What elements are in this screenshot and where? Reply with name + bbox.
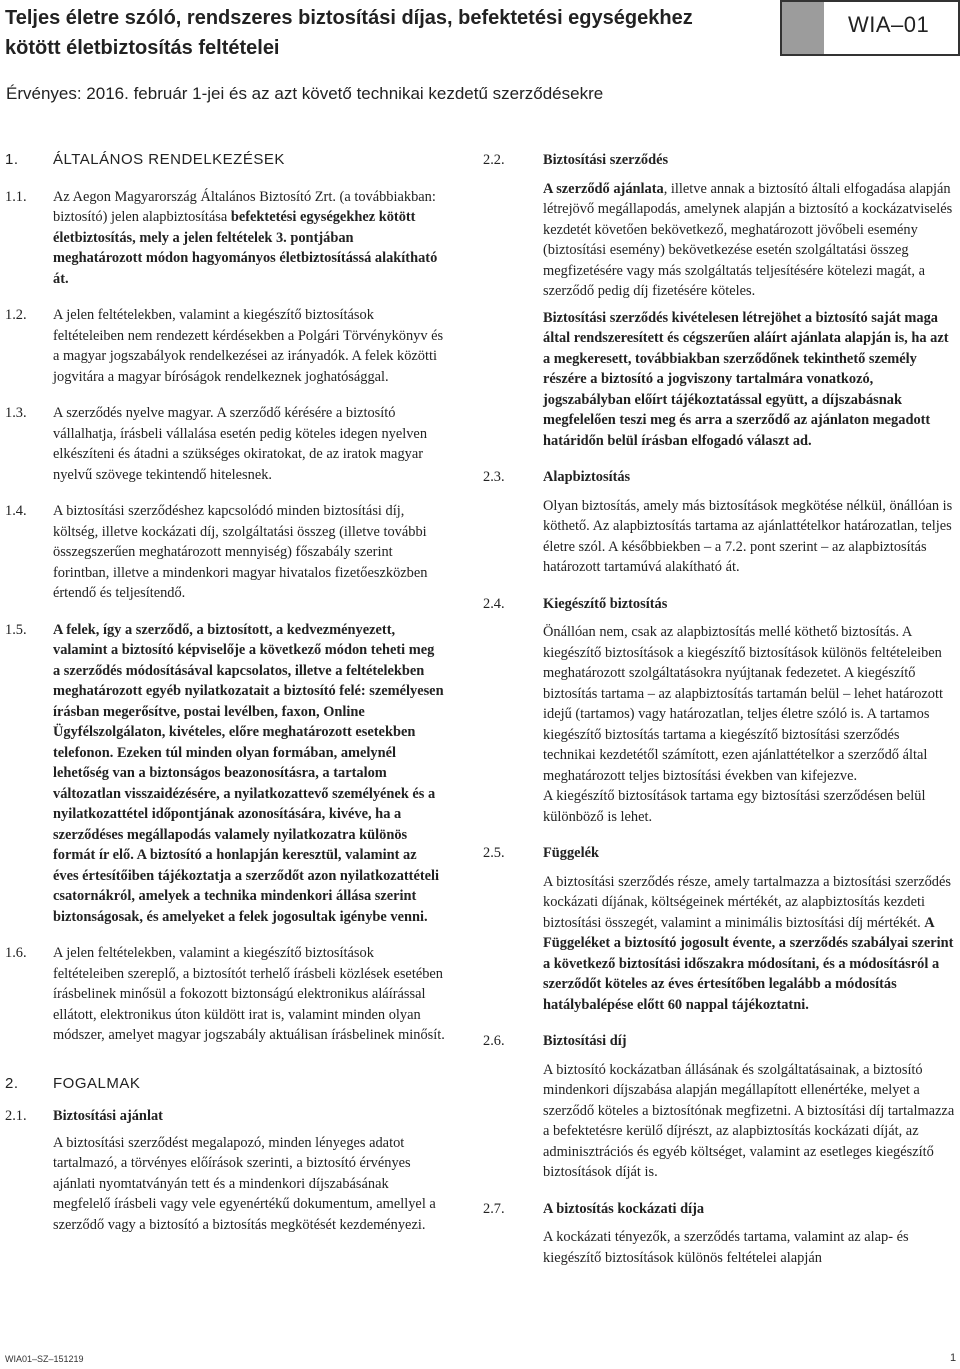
paragraph-text: Olyan biztosítás, amely más biztosítások megkötése nélkül, önállóan is köthető. Az alapbiztosítás tartama az ajánlattételkor határozatlan, teljes életre szól. A későbbiekben – a 7.2. pont szerint – az alapbiztosítás határozott tartamúvá alakítható át. [543,497,953,575]
section-1-heading [5,150,445,171]
paragraph-2-6-body [483,1060,955,1183]
paragraph-1-4 [5,501,445,604]
paragraph-2-3-heading [483,467,955,488]
paragraph-title: Függelék [543,845,599,861]
paragraph-2-1-heading [5,1106,445,1127]
paragraph-number: 1.6. [5,945,27,961]
paragraph-2-7-body [483,1227,955,1268]
paragraph-number: 2.3. [483,469,505,485]
paragraph-2-4-heading [483,594,955,615]
paragraph-title: Kiegészítő biztosítás [543,595,668,612]
section-2-number: 2. [5,1074,19,1092]
paragraph-title: Biztosítási szerződés [543,152,669,168]
right-column [483,150,955,1284]
paragraph-number: 2.5. [483,845,505,861]
document-title: Teljes életre szóló, rendszeres biztosítási díjas, befektetési egységekhez kötött életbiztosítás feltételei [5,7,693,59]
paragraph-2-5-body [483,872,955,1016]
paragraph-1-1 [5,187,445,290]
paragraph-text: A szerződés nyelve magyar. A szerződő kérésére a biztosító vállalhatja, írásbeli vállalása esetén pedig köteles idegen nyelven elkészíteni és átadni a szükséges okiratokat, de az iratok magyar nyelvű szövege tekintendő hitelesnek. [53,405,428,483]
paragraph-title: Biztosítási ajánlat [53,1108,163,1124]
paragraph-text: A jelen feltételekben, valamint a kiegészítő biztosítások feltételeiben szereplő, a biztosítót terhelő írásbeli közlések esetében írásbelinek minősül a fokozott biztonságú elektronikus aláírással ellátott, elektronikus úton küldött irat is, valamint minden olyan módszer, amelyet magyar jogszabály aktuálisan írásbelinek minősít. [53,945,445,1043]
paragraph-number: 1.2. [5,307,27,323]
paragraph-text: A biztosító kockázatban állásának és szolgáltatásainak, a biztosító mindenkori díjszabása alapján megállapított ellenértéke, melyet a szerződő köteles a biztosítónak megfizetni. A biztosítási díj tartalmazza a befektetésre kerülő díjrészt, az alapbiztosítás kockázati díját, az adminisztrációs és egyéb költséget, valamint az esetleges kiegészítő biztosítások díját is. [543,1061,955,1180]
paragraph-number: 1.3. [5,405,27,421]
section-2-title: FOGALMAK [53,1074,141,1092]
paragraph-2-6-heading [483,1031,955,1052]
paragraph-text: A kockázati tényezők, a szerződés tartama, valamint az alap- és kiegészítő biztosítások különös feltételei alapján [543,1229,909,1266]
paragraph-bold-text: befektetési egységekhez kötött életbiztosítás, mely a jelen feltételek 3. pontjában meghatározott módon hagyományos életbiztosítássá alakítható át. [53,209,438,287]
paragraph-2-2-body [483,179,955,452]
paragraph-1-6 [5,943,445,1046]
validity-line: Érvényes: 2016. február 1-jei és az azt követő technikai kezdetű szerződésekre [6,84,604,103]
paragraph-text: A biztosítási szerződés része, amely tartalmazza a biztosítási szerződés kockázati díjának, költségeinek mértékét, az alapbiztosítás kezdeti biztosítási összegét, valamint a minimális biztosítási díj mértékét. [543,873,951,931]
paragraph-number: 2.6. [483,1033,505,1049]
paragraph-number: 1.4. [5,503,27,519]
document-code: WIA–01 [848,12,930,37]
paragraph-title: Biztosítási díj [543,1033,627,1049]
paragraph-1-3 [5,403,445,485]
page-number: 1 [950,1352,957,1364]
paragraph-bold-text: A szerződő ajánlata [543,180,664,197]
paragraph-text: Önállóan nem, csak az alapbiztosítás mellé köthető biztosítás. A kiegészítő biztosítások a kiegészítő biztosítások különös feltételeiben meghatározott szolgáltatásokra nyújtanak fedezetet. A kiegészítő biztosítás tartama – az alapbiztosítás tartamán belül – lehet határozott idejű (tartamos) vagy határozatlan, teljes életre szóló is. A tartamos kiegészítő biztosítás tartama a kiegészítő biztosítási szerződés technikai kezdetétől számított, ezen ajánlattételkor a szerződő által meghatározott teljes biztosítási években van kifejezve. [543,624,943,784]
paragraph-2-2-heading [483,150,955,171]
paragraph-number: 2.2. [483,152,505,168]
paragraph-1-5 [5,620,445,928]
paragraph-2-4-body [483,622,955,827]
paragraph-number: 2.4. [483,595,505,612]
section-2-heading [5,1074,445,1095]
paragraph-number: 1.1. [5,188,27,205]
paragraph-number: 2.7. [483,1200,505,1217]
paragraph-text: Az Aegon Magyarország Általános Biztosító Zrt. (a továbbiakban: biztosító) jelen alapbiztosítása [53,188,436,225]
paragraph-1-2 [5,305,445,387]
paragraph-title: Alapbiztosítás [543,469,631,485]
paragraph-bold-text: A Függeléket a biztosító jogosult évente, a szerződés szabályai szerint a következő biztosítási időszakra módosítani, és a módosításról a szerződőt köteles az éves értesítőben legalább a módosítás hatálybalépése előtt 60 nappal tájékoztatni. [543,914,954,1013]
paragraph-number: 1.5. [5,621,27,638]
paragraph-bold-text: Biztosítási szerződés kivételesen létrejöhet a biztosító saját maga által rendszeresített és cégszerűen aláírt ajánlata alapján is, ha azt a megkeresett, továbbiakban szerződőnek tekinthető személy részére a biztosító a jogviszony tartalmára vonatkozó, jogszabályban előírt tájékoztatással együtt, a díjszabásnak megfelelően teszi meg és arra a szerződő az ajánlaton megadott határidőn belül írásban elfogadó választ ad. [543,309,949,449]
document-code-box [780,0,960,56]
paragraph-2-1-text: A biztosítási szerződést megalapozó, minden lényeges adatot tartalmazó, a törvényes előírások szerinti, a biztosító érvényes ajánlati nyomtatványán tett és a mindenkori díjszabásának megfelelő írásbeli vagy vele egyenértékű dokumentum, amellyel a szerződő vagy a biztosító a biztosítás megkötését kezdeményezi. [53,1134,436,1233]
paragraph-text: A jelen feltételekben, valamint a kiegészítő biztosítások feltételeiben nem rendezett kérdésekben a Polgári Törvénykönyv és a magyar jogszabályok rendelkezései az irányadók. A felek közötti jogvitára a magyar bíróságok rendelkeznek joghatósággal. [53,307,444,385]
section-1-title: ÁLTALÁNOS RENDELKEZÉSEK [53,151,285,168]
paragraph-text: A biztosítási szerződéshez kapcsolódó minden biztosítási díj, költség, illetve kockázati díj, szolgáltatási összeg (illetve további összegszerűen meghatározott mennyiség) főszabály szerint forintban, illetve a mindenkori magyar hivatalos fizetőeszközben értendő és teljesítendő. [53,503,428,601]
paragraph-text: , illetve annak a biztosító általi elfogadása alapján létrejövő megállapodás, amelynek alapján a biztosító a kockázatviselés kezdetét követően bekövetkező, meghatározott jövőbeli esemény (biztosítási esemény) bekövetkezése esetén szolgáltatási összeg megfizetésére vagy más szolgáltatás teljesítésére kötelezi magát, a szerződő pedig díj fizetésére köteles. [543,180,953,299]
paragraph-2-5-heading [483,843,955,864]
paragraph-title: A biztosítás kockázati díja [543,1200,705,1217]
paragraph-text: A kiegészítő biztosítások tartama egy biztosítási szerződésen belül különböző is lehet. [543,788,926,825]
paragraph-bold-text: A felek, így a szerződő, a biztosított, a kedvezményezett, valamint a biztosító képviselője a következő módon teheti meg a szerződés módosításával kapcsolatos, illetve a feltételekben meghatározott egyéb nyilatkozatait a biztosító felé: személyesen írásban megerősítve, postai levélben, faxon, Online Ügyfélszolgálaton, kivételes, előre meghatározott esetekben telefonon. Ezeken túl minden olyan formában, amelynél lehetőség van a biztonságos beazonosításra, a tartalom változatlan visszaidézésére, a nyilatkozattevő személyének és a nyilatkozattétel időpontjának azonosítására, kivéve, ha a szerződéses megállapodás valamely nyilatkozatra különös formát ír elő. A biztosító a honlapján keresztül, valamint az éves értesítőiben tájékoztatja a szerződőt azon nyilatkozattételi csatornákról, amelyek a technika mindenkori állása szerint biztonságosak, és amelyeket a felek jogosultak igénybe venni. [53,621,444,925]
section-1-number: 1. [5,151,19,168]
paragraph-2-3-body [483,496,955,578]
paragraph-number: 2.1. [5,1108,27,1124]
footer-document-code: WIA01–SZ–151219 [5,1354,84,1364]
code-box-grey-block [782,2,824,54]
left-column [5,150,445,1235]
paragraph-2-7-heading [483,1199,955,1220]
